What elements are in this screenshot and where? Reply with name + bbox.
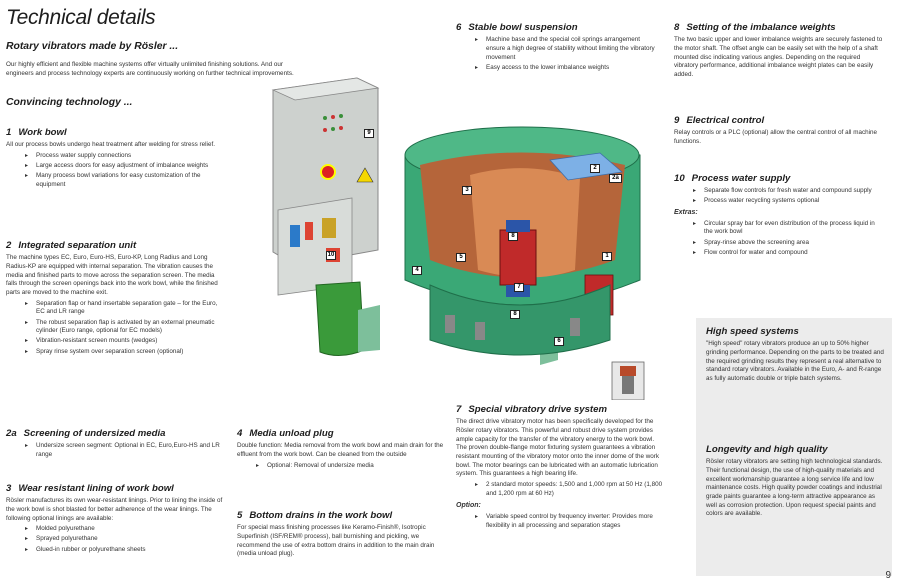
section-heading: 2 Integrated separation unit [6,240,137,251]
list-item: ▸ Spray rinse system over separation screen (optional) [6,348,218,357]
indicator-light [339,114,343,118]
list-item: ▸ Separate flow controls for fresh water and compound supply [674,187,884,196]
bullet-list [6,442,224,459]
section-text: The machine types EC, Euro, Euro-HS, Euro-KP, Long Radius and Long Radius-KP are equipped with internal separation. The vibration causes the media and finished parts to move across the separation screen. The media falls through the screen openings back into the work bowl, while the finished parts are moved to the machine exit. [6,254,218,296]
motor-photo-top [620,366,636,376]
info-panel [696,318,892,576]
flow-control [290,225,300,247]
section-text: Rösler manufactures its own wear-resistant linings. Prior to lining the inside of the work bowl is shot blasted for better adherence of the wear linings. The following optional linings are available: [6,497,223,522]
section-heading: 5 Bottom drains in the work bowl [237,510,393,521]
section-heading: 6 Stable bowl suspension [456,22,578,33]
list-item: ▸ Flow control for water and compound [674,249,884,258]
list-item: ▸ Process water recycling systems optional [674,197,884,206]
bullet-list [456,481,666,498]
section-work-bowl [6,126,216,191]
callout-label: 5 [456,253,466,262]
section-heading: 7 Special vibratory drive system [456,404,607,415]
section-undersized-media [6,427,224,461]
high-speed-heading: High speed systems [706,326,799,337]
callout-label: 2 [590,164,600,173]
convincing-heading: Convincing technology ... [6,97,133,108]
drive-motor [500,230,536,285]
high-speed-text: "High speed" rotary vibrators produce an up to 50% higher grinding performance. Depending on the parts to be treated and the required grinding results they represent a real alternative to standard rotary vibrators. Available in the Euro, A- and R-range as fully automatic double or triple batch systems. [706,340,884,382]
section-wear-lining [6,482,224,556]
coil-spring [445,315,455,333]
section-process-water [674,172,884,259]
section-heading: 10 Process water supply [674,173,791,184]
section-media-unload [237,427,449,472]
section-heading: 8 Setting of the imbalance weights [674,22,836,33]
longevity-heading: Longevity and high quality [706,444,828,455]
bullet-list [6,152,216,190]
section-heading: 9 Electrical control [674,115,765,126]
option-label: Option: [456,502,481,510]
section-text: Relay controls or a PLC (optional) allow the central control of all machine functions. [674,129,877,145]
indicator-light [331,115,335,119]
indicator-light [339,126,343,130]
section-text: Double function: Media removal from the work bowl and main drain for the effluent from the work bowl. Can be cleaned from the outside [237,442,444,458]
bullet-list [237,462,449,471]
list-item: ▸ Variable speed control by frequency inverter: Provides more flexibility in all processing and separation stages [456,513,666,530]
list-item: ▸ Molded polyurethane [6,525,224,534]
list-item: ▸ 2 standard motor speeds: 1,500 and 1,000 rpm at 50 Hz (1,800 and 1,200 rpm at 60 Hz) [456,481,666,498]
callout-label: 9 [364,129,374,138]
list-item: ▸ Process water supply connections [6,152,216,161]
section-heading: 3 Wear resistant lining of work bowl [6,483,174,494]
callout-label: 1 [602,252,612,261]
section-heading: 4 Media unload plug [237,428,334,439]
list-item: ▸ Optional: Removal of undersize media [237,462,449,471]
section-text: The two basic upper and lower imbalance weights are securely fastened to the motor shaft. The offset angle can be easily set with the help of a shaft mounted disc indicating various angles. Depending on the required vibratory performance, additional imbalance weight plates can be easily added. [674,36,883,78]
callout-label: 7 [514,283,524,292]
section-text: For special mass finishing processes like Keramo-Finish®, Isotropic Superfinish (ISF/REM® process), ball burnishing and pickling, we recommend the use of extra bottom drains in addition to the main drain (media unload plug). [237,524,435,558]
coil-spring [570,318,580,336]
longevity-box [706,443,886,519]
list-item: ▸ The robust separation flap is activated by an external pneumatic cylinder (Euro range, optional for EC models) [6,319,218,336]
list-item: ▸ Glued-in rubber or polyurethane sheets [6,546,224,555]
section-imbalance-weights [674,21,884,80]
page-title: Technical details [6,6,156,29]
section-text: The direct drive vibratory motor has been specifically developed for the Rösler rotary vibrators. This powerful and robust drive system provides ample capacity for the transfer of the vibratory energy to the work bowl. The proven double-flange motor fixturing system guarantees a vibration resistant mounting of the vibratory motor onto the inner dome of the work bowl. The motor bearings can be lubricated with an automatic lubrication system. This guarantees a high bearing life. [456,418,660,478]
callout-label: 2a [609,174,622,183]
callout-label: 10 [327,252,335,258]
bullet-list [674,187,884,206]
intro-text: Our highly efficient and flexible machine systems offer virtually unlimited finishing solutions. And our engineers and process technology experts are continuously working on further technical improvements. [6,61,294,77]
machine-leg [358,305,380,352]
callout-label: 3 [462,186,472,195]
rotary-vibrator-illustration [230,60,670,400]
bullet-list [6,525,224,554]
motor-photo-body [622,376,634,394]
callout-label: 6 [554,337,564,346]
list-item: ▸ Separation flap or hand insertable separation gate – for the Euro, EC and LR range [6,300,218,317]
section-text: All our process bowls undergo heat treatment after welding for stress relief. [6,141,215,149]
list-item: ▸ Large access doors for easy adjustment of imbalance weights [6,162,216,171]
section-heading: 1 Work bowl [6,127,67,138]
indicator-light [323,128,327,132]
list-item: ▸ Sprayed polyurethane [6,535,224,544]
compound-tank [316,282,364,356]
section-electrical-control [674,114,884,147]
subtitle: Rotary vibrators made by Rösler ... [6,41,179,52]
page-number: 9 [885,570,891,582]
indicator-light [323,116,327,120]
bullet-list [456,513,666,530]
list-item: ▸ Spray-rinse above the screening area [674,239,884,248]
extras-label: Extras: [674,209,698,217]
list-item: ▸ Many process bowl variations for easy customization of the equipment [6,172,216,189]
high-speed-box [706,325,886,384]
callout-label: 8 [510,310,520,319]
longevity-text: Rösler rotary vibrators are setting high technological standards. Their functional design, the use of high-quality materials and excellent workmanship guarantee a long service life and low maintenance costs. High quality powder coatings and industrial grade paints guarantee a long-term attractive appearance as well as corrosion protection. Upon request special paints and colors are available. [706,458,883,518]
list-item: ▸ Undersize screen segment: Optional in EC, Euro,Euro-HS and LR range [6,442,224,459]
coil-spring [475,322,485,340]
callout-label: 4 [412,266,422,275]
pump [322,218,336,238]
indicator-light [331,127,335,131]
list-item: ▸ Machine base and the special coil springs arrangement ensure a high degree of stability without limiting the vibratory movement [456,36,656,62]
list-item: ▸ Vibration-resistant screen mounts (wedges) [6,337,218,346]
section-drive-system [456,403,666,532]
list-item: ▸ Circular spray bar for even distribution of the process liquid in the work bowl [674,220,884,237]
list-item: ▸ Easy access to the lower imbalance weights [456,64,656,73]
section-bottom-drains [237,509,449,559]
water-supply-panel [278,198,352,295]
section-separation-unit [6,239,218,358]
bullet-list [674,220,884,258]
valve [305,222,313,240]
emergency-stop-icon [321,165,335,179]
bullet-list [6,300,218,357]
section-heading: 2a Screening of undersized media [6,428,166,439]
imbalance-weight-upper [506,220,530,232]
callout-label: 8 [508,232,518,241]
